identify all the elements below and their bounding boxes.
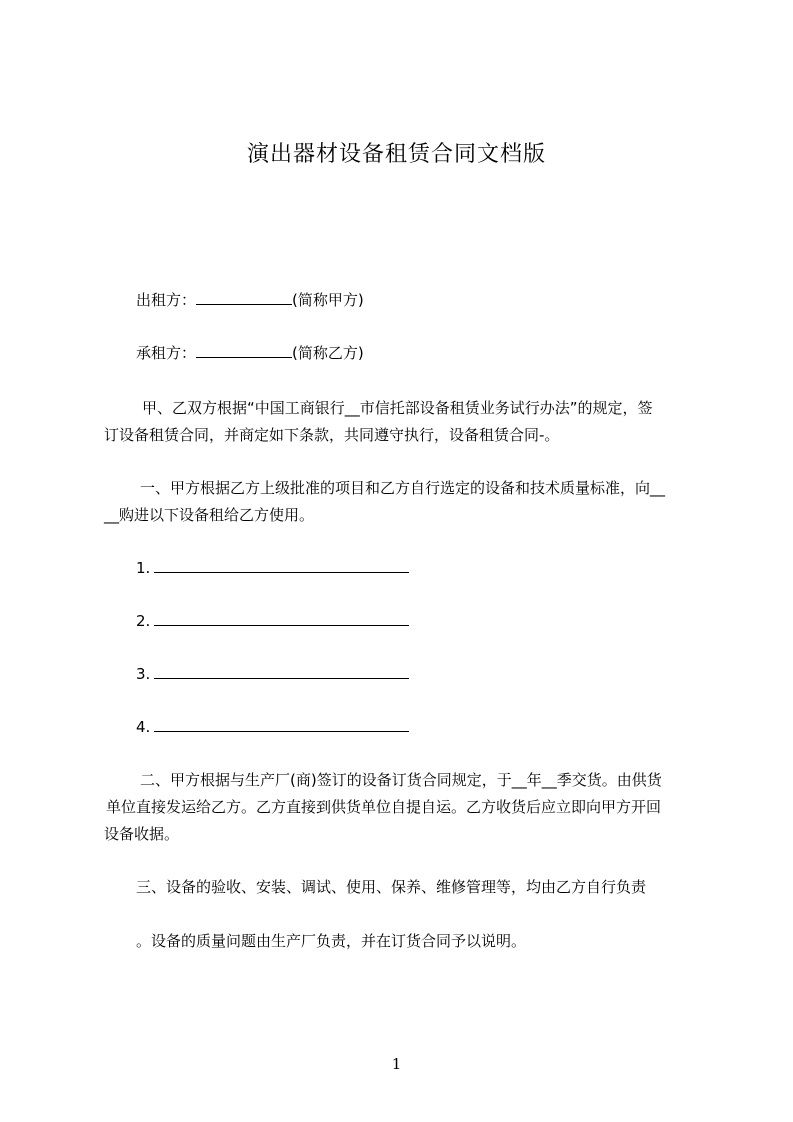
equipment-item-blank bbox=[154, 664, 409, 679]
equipment-item-2 bbox=[136, 610, 409, 632]
equipment-item-4 bbox=[136, 716, 409, 738]
lessor-label: 出租方： bbox=[136, 291, 197, 309]
clause-3-line-1: 三、设备的验收、安装、调试、使用、保养、维修管理等，均由乙方自行负责 bbox=[136, 878, 647, 896]
equipment-item-number: 2. bbox=[136, 612, 151, 630]
page-number: 1 bbox=[391, 1055, 402, 1073]
equipment-item-1 bbox=[136, 557, 409, 579]
equipment-item-blank bbox=[154, 717, 409, 732]
clause-1-line-1: 一、甲方根据乙方上级批准的项目和乙方自行选定的设备和技术质量标准，向__ bbox=[140, 479, 666, 497]
document-title: 演出器材设备租赁合同文档版 bbox=[246, 142, 546, 167]
equipment-item-number: 1. bbox=[136, 559, 151, 577]
lessor-note: (简称甲方) bbox=[292, 291, 364, 309]
lessor-blank bbox=[196, 290, 292, 305]
lessee-blank bbox=[196, 343, 292, 358]
equipment-item-number: 3. bbox=[136, 665, 151, 683]
equipment-item-number: 4. bbox=[136, 718, 151, 736]
clause-2-line-3: 设备收据。 bbox=[104, 825, 180, 843]
clause-2-line-1: 二、甲方根据与生产厂(商)签订的设备订货合同规定，于__年__季交货。由供货 bbox=[140, 771, 662, 789]
preamble-line-2: 订设备租赁合同，并商定如下条款，共同遵守执行，设备租赁合同-。 bbox=[104, 426, 560, 444]
lessee-label: 承租方： bbox=[136, 344, 197, 362]
equipment-item-3 bbox=[136, 663, 409, 685]
clause-1-line-2: __购进以下设备租给乙方使用。 bbox=[104, 506, 315, 524]
clause-2-line-2: 单位直接发运给乙方。乙方直接到供货单位自提自运。乙方收货后应立即向甲方开回 bbox=[106, 798, 662, 816]
lessee-note: (简称乙方) bbox=[292, 344, 364, 362]
clause-3-line-2: 。设备的质量问题由生产厂负责，并在订货合同予以说明。 bbox=[136, 932, 527, 950]
preamble-line-1: 甲、乙双方根据“中国工商银行__市信托部设备租赁业务试行办法”的规定，签 bbox=[142, 399, 653, 417]
lessee-line bbox=[136, 342, 364, 364]
lessor-line bbox=[136, 289, 364, 311]
equipment-item-blank bbox=[154, 611, 409, 626]
equipment-item-blank bbox=[154, 558, 409, 573]
